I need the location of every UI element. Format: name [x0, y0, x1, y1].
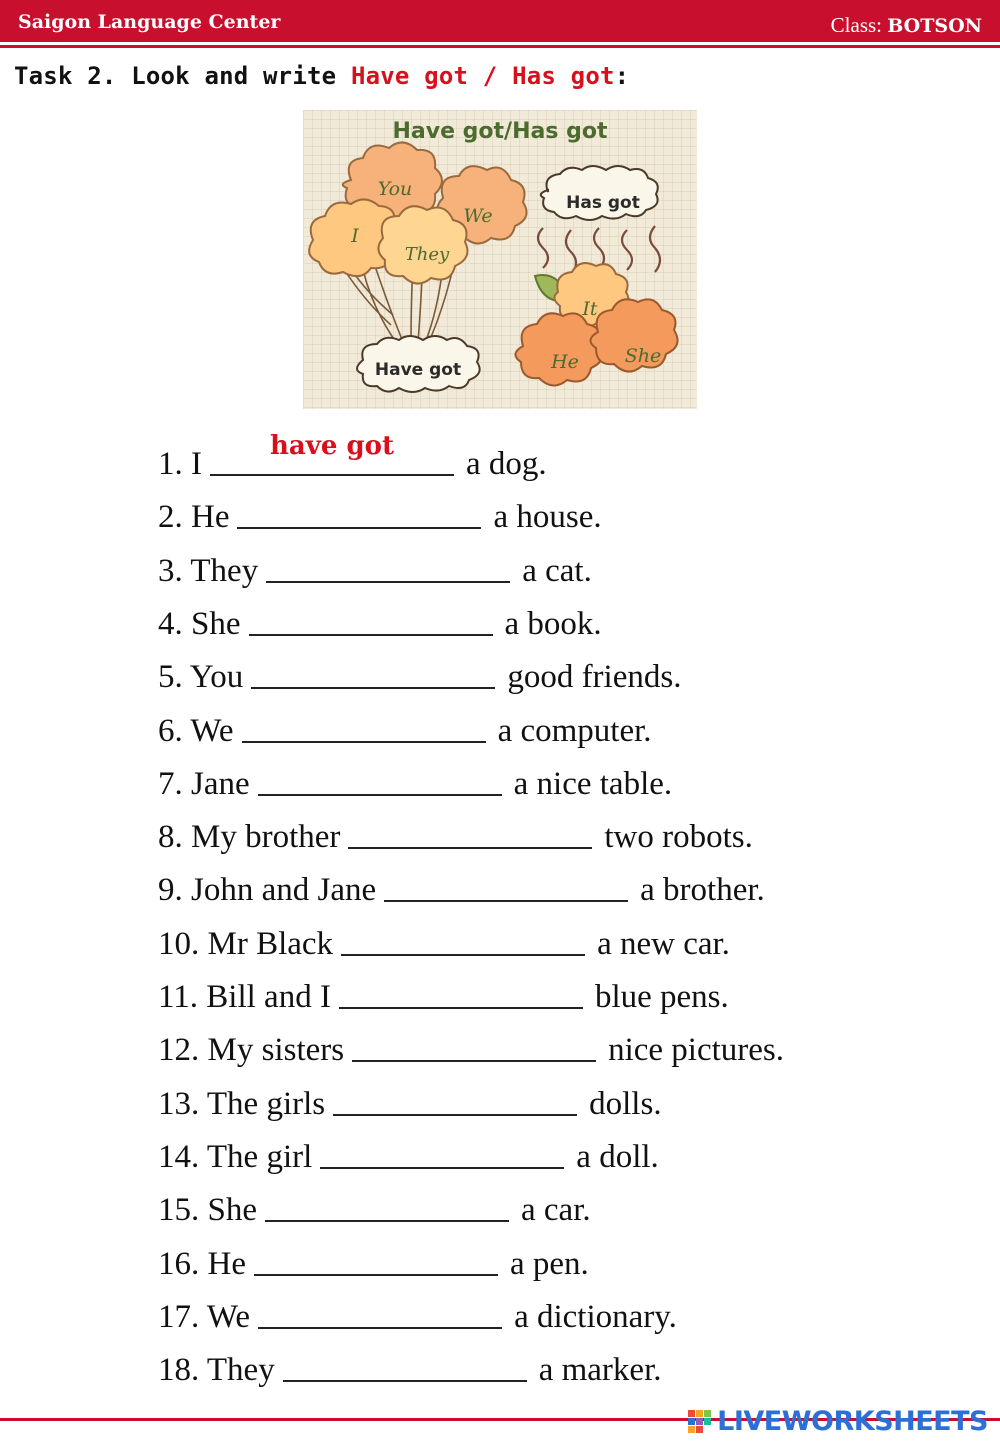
exercise-subject: 18. They: [158, 1352, 275, 1388]
exercise-item: [158, 1028, 784, 1068]
task-title-highlight: Have got / Has got: [350, 62, 615, 90]
exercise-subject: 10. Mr Black: [158, 926, 334, 962]
exercise-object: a house.: [493, 499, 602, 535]
have-got-cloud-icon: [357, 336, 480, 392]
answer-blank[interactable]: [341, 922, 585, 956]
exercise-subject: 8. My brother: [158, 819, 341, 855]
liveworksheets-logo-text: LIVEWORKSHEETS: [717, 1405, 988, 1437]
exercise-item: [158, 1348, 662, 1388]
task-title: [14, 62, 629, 90]
exercise-object: a brother.: [640, 872, 765, 908]
exercise-item: [158, 1188, 591, 1228]
has-got-cloud-icon: [541, 166, 658, 220]
answer-blank[interactable]: [283, 1348, 527, 1382]
exercise-object: a pen.: [509, 1246, 589, 1282]
exercise-subject: 3. They: [158, 553, 259, 589]
answer-blank[interactable]: [384, 868, 628, 902]
answer-blank[interactable]: [254, 1242, 498, 1276]
exercise-object: blue pens.: [594, 979, 729, 1015]
answer-blank[interactable]: [339, 975, 583, 1009]
answer-blank[interactable]: [266, 549, 510, 583]
answer-blank[interactable]: [265, 1188, 509, 1222]
exercise-subject: 9. John and Jane: [158, 872, 377, 908]
answer-blank[interactable]: [348, 815, 592, 849]
exercise-subject: 1. I: [158, 446, 202, 482]
answer-blank[interactable]: [258, 1295, 502, 1329]
exercise-object: a car.: [521, 1192, 591, 1228]
exercise-object: a book.: [504, 606, 602, 642]
svg-text:She: She: [624, 345, 662, 367]
liveworksheets-logo: [688, 1404, 988, 1438]
exercise-object: two robots.: [604, 819, 753, 855]
exercise-item: [158, 1082, 662, 1122]
svg-text:Has got: Has got: [566, 193, 640, 213]
exercise-object: good friends.: [507, 659, 682, 695]
exercise-subject: 4. She: [158, 606, 241, 642]
exercise-item: [158, 1242, 589, 1282]
answer-blank[interactable]: [352, 1028, 596, 1062]
exercise-subject: 17. We: [158, 1299, 251, 1335]
exercise-subject: 14. The girl: [158, 1139, 313, 1175]
svg-text:It: It: [582, 298, 598, 320]
class-info: [831, 13, 982, 38]
exercise-subject: 12. My sisters: [158, 1032, 345, 1068]
answer-blank[interactable]: [333, 1082, 577, 1116]
exercise-item: [158, 868, 765, 908]
answer-blank[interactable]: [242, 709, 486, 743]
svg-text:I: I: [351, 225, 359, 247]
header-divider: [0, 45, 1000, 48]
task-title-prefix: Task 2. Look and write: [14, 62, 351, 90]
exercise-object: a doll.: [576, 1139, 659, 1175]
exercise-object: a nice table.: [513, 766, 673, 802]
header-bar: [0, 0, 1000, 42]
answer-blank[interactable]: [210, 431, 454, 476]
exercise-item: [158, 495, 602, 535]
svg-text:You: You: [377, 178, 413, 200]
svg-text:They: They: [404, 244, 450, 265]
answer-text: have got: [270, 431, 394, 461]
task-title-suffix: :: [614, 62, 630, 90]
exercise-item: [158, 602, 602, 642]
exercise-subject: 13. The girls: [158, 1086, 326, 1122]
exercise-object: a dog.: [466, 446, 547, 482]
answer-blank[interactable]: [249, 602, 493, 636]
class-label: Class:: [830, 13, 882, 37]
exercise-subject: 11. Bill and I: [158, 979, 331, 1015]
svg-text:We: We: [463, 205, 493, 227]
have-got-has-got-illustration: [303, 110, 697, 409]
exercise-subject: 15. She: [158, 1192, 257, 1228]
exercise-item: [158, 1295, 677, 1335]
svg-text:Have got: Have got: [374, 360, 462, 380]
exercise-object: a new car.: [597, 926, 730, 962]
exercise-item: [158, 1135, 659, 1175]
exercise-subject: 6. We: [158, 713, 234, 749]
exercise-item: [158, 815, 753, 855]
exercise-item: [158, 762, 672, 802]
exercise-object: nice pictures.: [608, 1032, 785, 1068]
exercise-subject: 5. You: [158, 659, 244, 695]
exercise-item: [158, 431, 547, 482]
liveworksheets-logo-icon: [688, 1406, 712, 1436]
exercise-object: a marker.: [538, 1352, 662, 1388]
answer-blank[interactable]: [237, 495, 481, 529]
answer-blank[interactable]: [251, 655, 495, 689]
answer-blank[interactable]: [258, 762, 502, 796]
exercise-item: [158, 922, 730, 962]
class-value: BOTSON: [887, 15, 982, 37]
flower-he-icon: [515, 313, 602, 385]
exercise-item: [158, 549, 592, 589]
exercise-subject: 16. He: [158, 1246, 246, 1282]
center-name: Saigon Language Center: [18, 11, 281, 33]
picture-title: Have got/Has got: [392, 119, 608, 144]
exercise-subject: 2. He: [158, 499, 230, 535]
exercise-object: a cat.: [522, 553, 592, 589]
exercise-item: [158, 709, 652, 749]
svg-text:He: He: [551, 351, 579, 373]
exercise-item: [158, 655, 681, 695]
exercise-object: dolls.: [589, 1086, 662, 1122]
exercise-item: [158, 975, 729, 1015]
exercise-object: a computer.: [497, 713, 652, 749]
exercise-object: a dictionary.: [514, 1299, 677, 1335]
exercise-subject: 7. Jane: [158, 766, 250, 802]
answer-blank[interactable]: [320, 1135, 564, 1169]
